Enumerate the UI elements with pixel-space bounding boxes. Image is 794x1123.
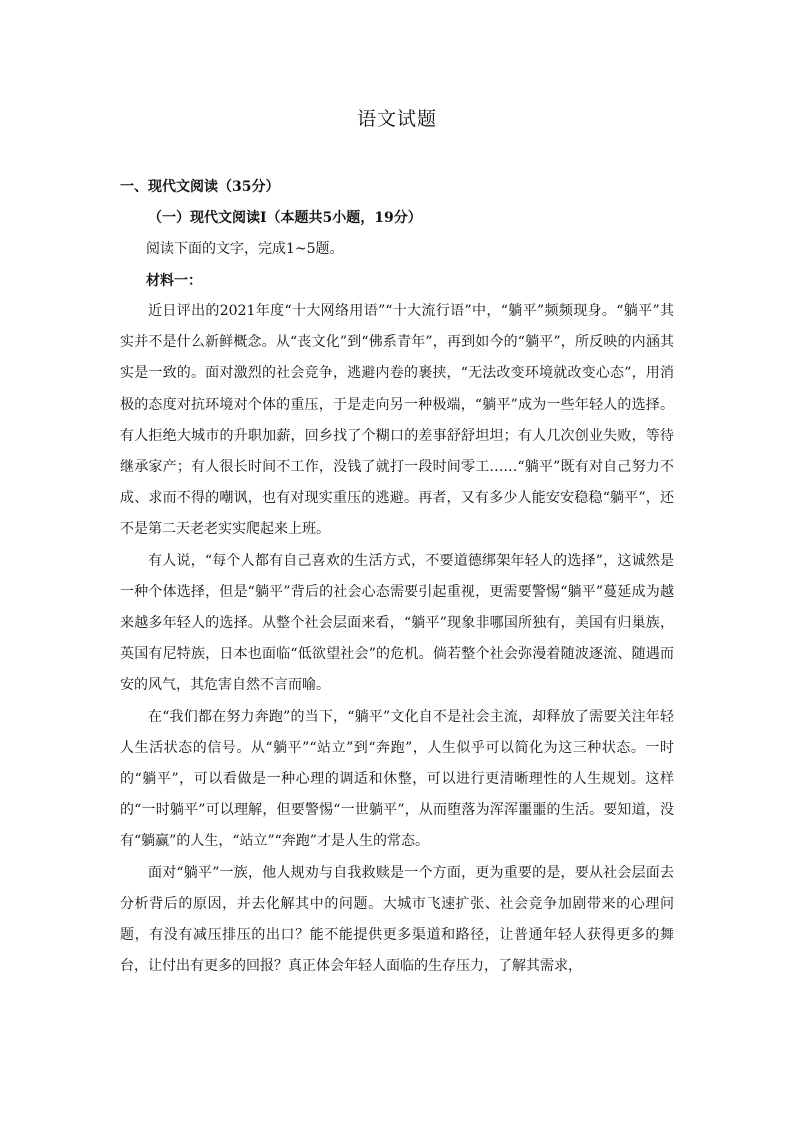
reading-passage bbox=[120, 296, 674, 982]
paragraph: 近日评出的2021年度“十大网络用语”“十大流行语”中，“躺平”频频现身。“躺平”其实并不是什么新鲜概念。从“丧文化”到“佛系青年”，再到如今的“躺平”，所反映的内涵其实是一致的。面对激烈的社会竞争，逃避内卷的裹挟，“无法改变环境就改变心态”，用消极的态度对抗环境对个体的重压，于是走向另一种极端，“躺平”成为一些年轻人的选择。有人拒绝大城市的升职加薪，回乡找了个糊口的差事舒舒坦坦；有人几次创业失败，等待继承家产；有人很长时间不工作，没钱了就打一段时间零工……“躺平”既有对自己努力不成、求而不得的嘲讽，也有对现实重压的逃避。再者，又有多少人能安安稳稳“躺平”，还不是第二天老老实实爬起来上班。 bbox=[120, 303, 674, 538]
material-label: 材料一： bbox=[146, 273, 202, 289]
paragraph: 有人说，“每个人都有自己喜欢的生活方式，不要道德绑架年轻人的选择”，这诚然是一种个体选择，但是“躺平”背后的社会心态需要引起重视，更需要警惕“躺平”蔓延成为越来越多年轻人的选择。从整个社会层面来看，“躺平”现象非哪国所独有，美国有归巢族，英国有尼特族，日本也面临“低欲望社会”的危机。倘若整个社会弥漫着随波逐流、随遇而安的风气，其危害自然不言而喻。 bbox=[120, 552, 674, 694]
section-heading: 一、现代文阅读（35分） bbox=[120, 179, 280, 195]
instruction-text: 阅读下面的文字，完成1~5题。 bbox=[146, 241, 344, 257]
paragraph: 在“我们都在努力奔跑”的当下，“躺平”文化自不是社会主流，却释放了需要关注年轻人生活状态的信号。从“躺平”“站立”到“奔跑”，人生似乎可以简化为这三种状态。一时的“躺平”，可以看做是一种心理的调适和休整，可以进行更清晰理性的人生规划。这样的“一时躺平”可以理解，但要警惕“一世躺平”，从而堕落为浑浑噩噩的生活。要知道，没有“躺赢”的人生，“站立”“奔跑”才是人生的常态。 bbox=[120, 708, 674, 850]
page-title: 语文试题 bbox=[356, 108, 437, 130]
subsection-heading: （一）现代文阅读Ⅰ（本题共5小题，19分） bbox=[148, 210, 422, 226]
paragraph: 面对“躺平”一族，他人规劝与自我救赎是一个方面，更为重要的是，要从社会层面去分析背后的原因，并去化解其中的问题。大城市飞速扩张、社会竞争加剧带来的心理问题，有没有减压排压的出口？能不能提供更多渠道和路径，让普通年轻人获得更多的舞台，让付出有更多的回报？真正体会年轻人面临的生存压力，了解其需求， bbox=[120, 864, 674, 975]
